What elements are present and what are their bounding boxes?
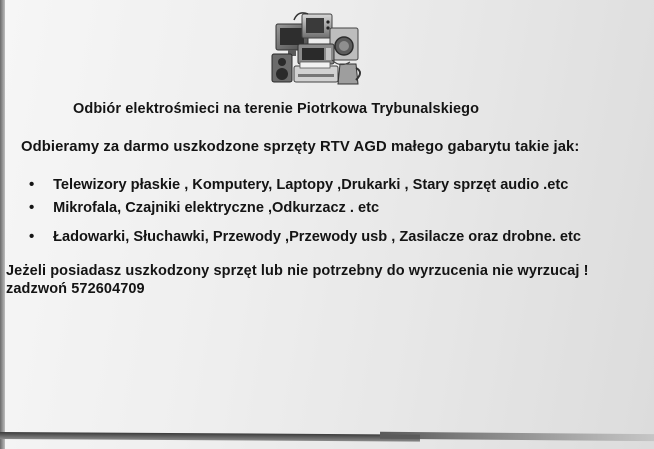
paper-left-edge — [0, 0, 5, 449]
bullet-icon: • — [29, 228, 35, 245]
list-item-text: Ładowarki, Słuchawki, Przewody ,Przewody usb , Zasilacze oraz drobne. etc — [53, 229, 582, 245]
bullet-icon: • — [29, 176, 35, 193]
paper-bottom-edge — [0, 432, 420, 442]
flyer-heading: Odbiór elektrośmieci na terenie Piotrkowa Trybunalskiego — [73, 101, 480, 117]
list-item — [29, 176, 568, 193]
list-item — [29, 199, 379, 216]
electronics-pile-icon — [268, 10, 366, 88]
list-item-text: Telewizory płaskie , Komputery, Laptopy ,Drukarki , Stary sprzęt audio .etc — [53, 177, 569, 193]
list-item — [29, 228, 581, 245]
list-item-text: Mikrofala, Czajniki elektryczne ,Odkurzacz . etc — [53, 200, 380, 216]
paper-bottom-edge-fade — [380, 432, 654, 441]
flyer-intro: Odbieramy za darmo uszkodzone sprzęty RTV AGD małego gabarytu takie jak: — [21, 139, 580, 155]
bullet-icon: • — [29, 199, 35, 216]
flyer-contact: zadzwoń 572604709 — [6, 281, 145, 297]
flyer-notice: Jeżeli posiadasz uszkodzony sprzęt lub nie potrzebny do wyrzucenia nie wyrzucaj ! — [6, 263, 589, 279]
